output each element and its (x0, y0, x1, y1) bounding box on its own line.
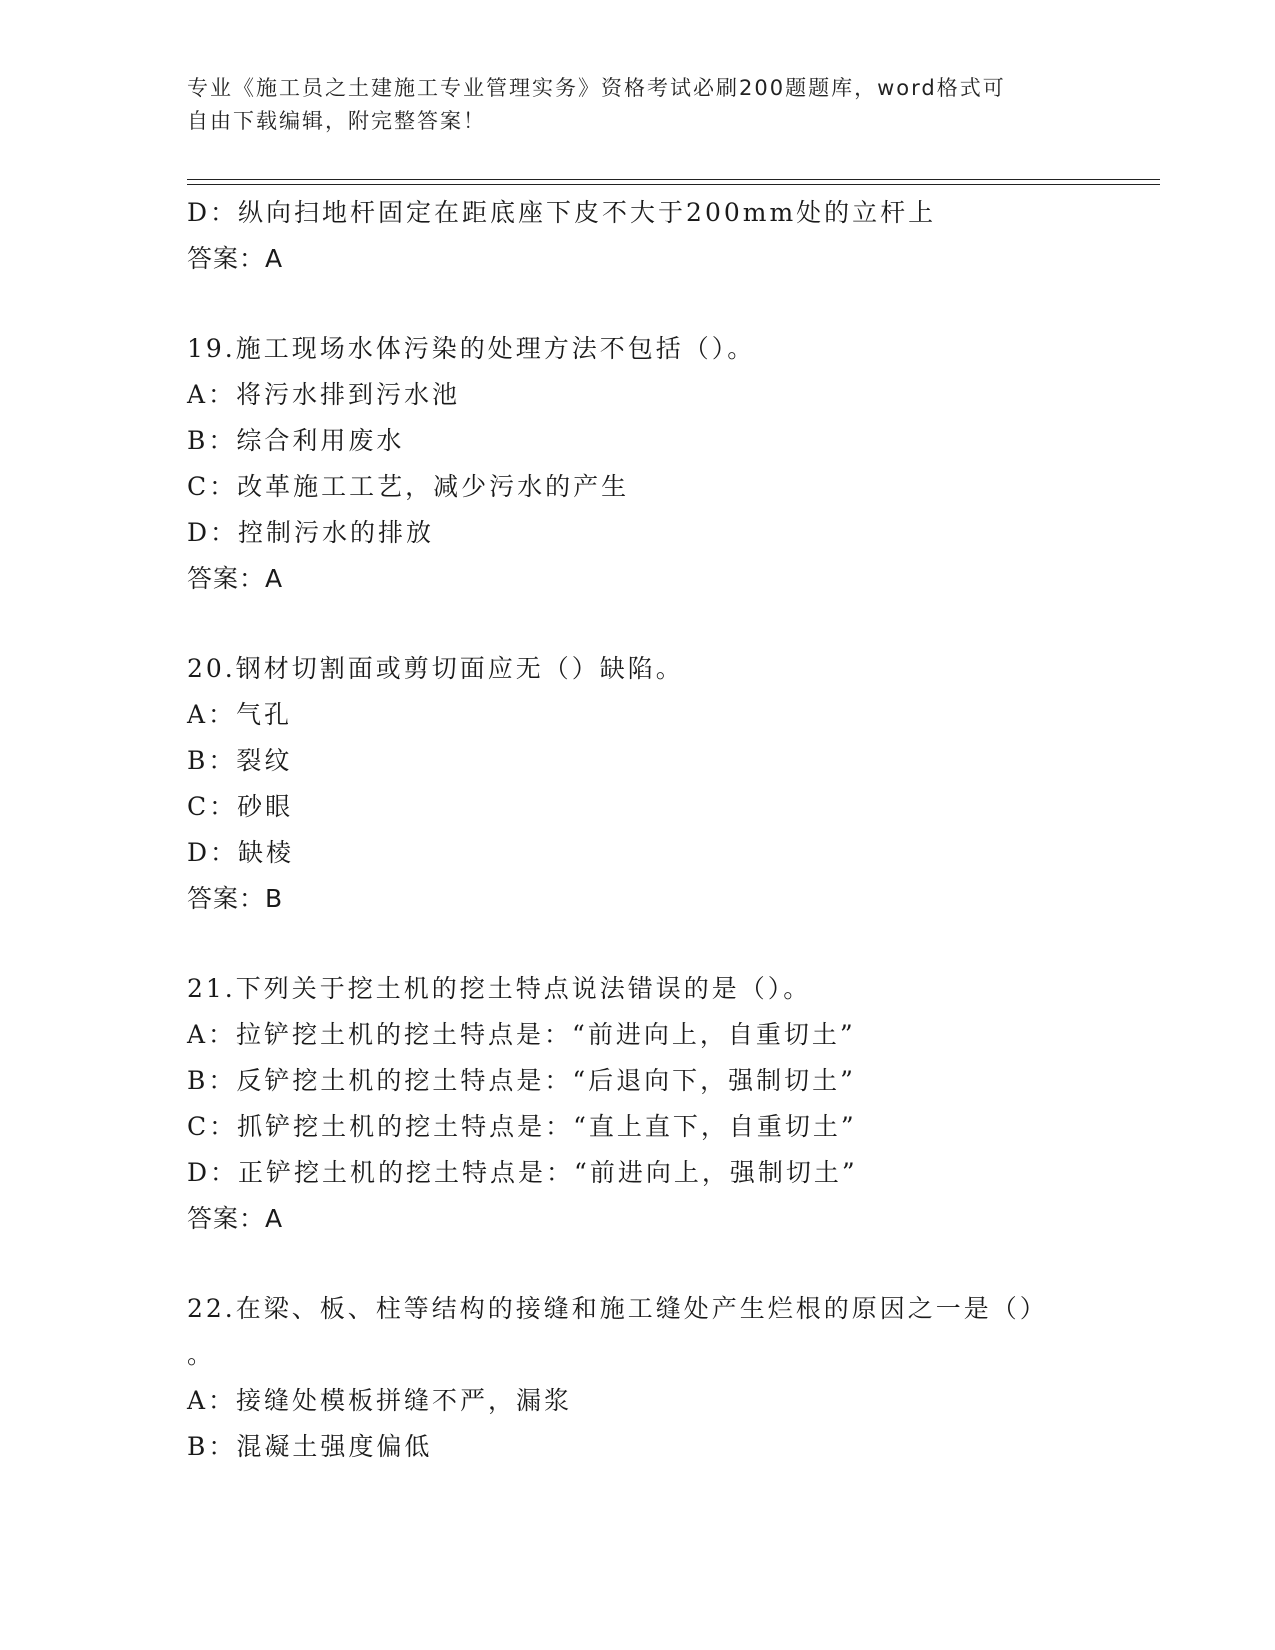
question-20 (187, 646, 1147, 922)
answer: 答案：A (187, 1204, 284, 1233)
option-d: D：控制污水的排放 (187, 518, 435, 547)
option-a: A：将污水排到污水池 (187, 380, 461, 409)
header-divider-bottom (187, 184, 1160, 185)
option-a: A：气孔 (187, 700, 293, 729)
question-stem: 21.下列关于挖土机的挖土特点说法错误的是（）。 (187, 974, 812, 1003)
option-c: C：改革施工工艺，减少污水的产生 (187, 472, 630, 501)
option-c: C：抓铲挖土机的挖土特点是：“直上直下，自重切土” (187, 1112, 857, 1141)
question-19 (187, 326, 1147, 602)
header-title-line-2: 自由下载编辑，附完整答案！ (187, 109, 486, 133)
answer: 答案：A (187, 564, 284, 593)
option-c: C：砂眼 (187, 792, 294, 821)
option-b: B：反铲挖土机的挖土特点是：“后退向下，强制切土” (187, 1066, 856, 1095)
option-a: A：接缝处模板拼缝不严，漏浆 (187, 1386, 573, 1415)
question-22 (187, 1286, 1147, 1470)
option-d: D：缺棱 (187, 838, 295, 867)
header-title-line-1: 专业《施工员之土建施工专业管理实务》资格考试必刷200题题库，word格式可 (187, 76, 1006, 100)
document-header (187, 72, 1087, 138)
option-a: A：拉铲挖土机的挖土特点是：“前进向上，自重切土” (187, 1020, 856, 1049)
question-stem: 22.在梁、板、柱等结构的接缝和施工缝处产生烂根的原因之一是（） (187, 1294, 1048, 1323)
option-b: B：综合利用废水 (187, 426, 405, 455)
option-b: B：混凝土强度偏低 (187, 1432, 433, 1461)
option-d: D：正铲挖土机的挖土特点是：“前进向上，强制切土” (187, 1158, 858, 1187)
answer: 答案：B (187, 884, 284, 913)
question-list (187, 190, 1147, 1470)
question-stem-continuation: 。 (187, 1340, 216, 1369)
question-21 (187, 966, 1147, 1242)
option-b: B：裂纹 (187, 746, 293, 775)
question-stem: 19.施工现场水体污染的处理方法不包括（）。 (187, 334, 756, 363)
question-18-fragment (187, 190, 1147, 282)
header-divider-top (187, 179, 1160, 180)
answer: 答案：A (187, 244, 284, 273)
question-stem: 20.钢材切割面或剪切面应无（）缺陷。 (187, 654, 684, 683)
option-d: D：纵向扫地杆固定在距底座下皮不大于200mm处的立杆上 (187, 198, 937, 227)
